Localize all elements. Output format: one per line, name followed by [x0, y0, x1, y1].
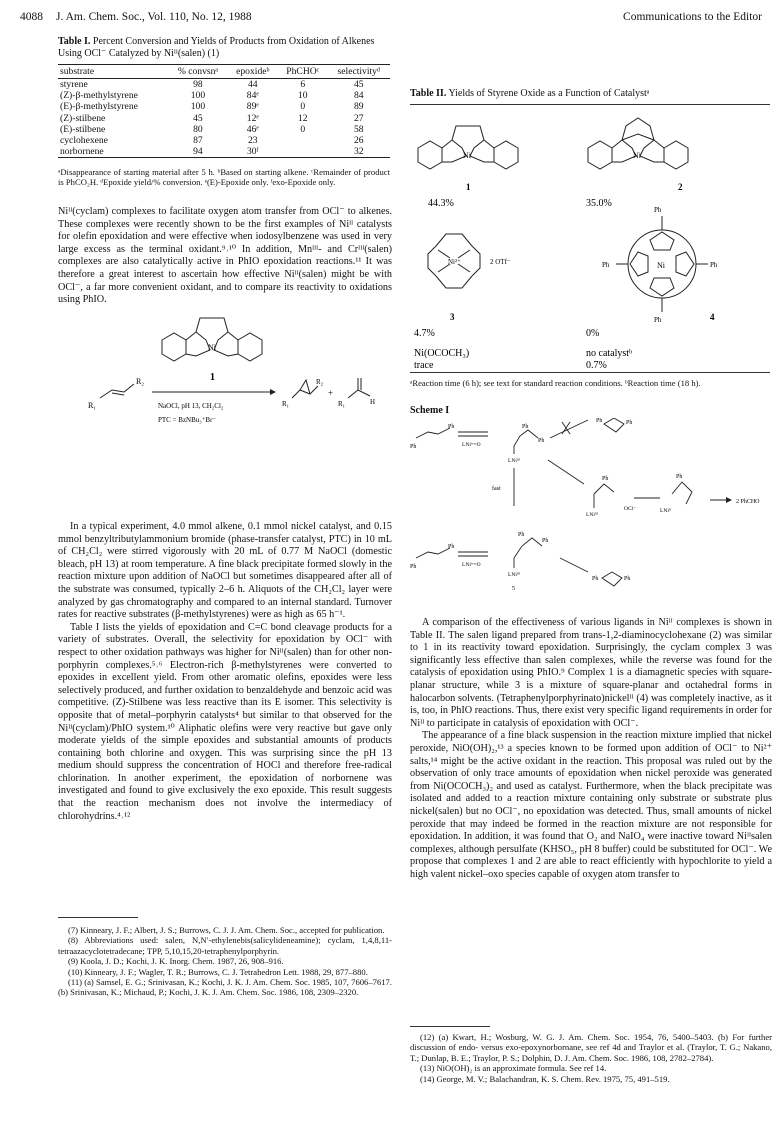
table-row [58, 79, 390, 91]
table-cell: 0 [300, 101, 306, 113]
table1-col-header: selectivityᵈ [328, 65, 391, 79]
table-cell [278, 146, 328, 158]
page-number: 4088 [20, 11, 43, 23]
table2-caption [410, 88, 770, 100]
catalyst-4-ph-top: Ph [654, 206, 662, 214]
table-cell: (E)-stilbene [60, 123, 106, 135]
table-cell: 44 [248, 79, 258, 90]
table1-label: Table I. [58, 36, 91, 47]
catalyst-4-ni: Ni [657, 261, 665, 270]
catalyst-1-structure [418, 126, 518, 169]
scheme-lni3-3: LNiᴵᴵᴵ [508, 572, 521, 578]
scheme-title: Scheme I [410, 405, 450, 416]
table1-col-header: PhCHOᶜ [278, 65, 328, 79]
aldehyde-h: H [370, 398, 376, 406]
table2-structures [410, 106, 770, 396]
right-text [410, 617, 772, 881]
catalyst-4-ph-left: Ph [602, 261, 610, 269]
scheme-ph-8: Ph [676, 474, 683, 480]
body-paragraph: The appearance of a fine black suspension in the reaction mixture implied that nickel peroxide, NiO(OH)₂,¹³ a species known to be formed upon addition of OCl⁻ to Ni²⁺ salts,¹⁴ might be the active oxidant in the reaction. This proposal was ruled out by the observation of only trace amounts of epoxidation when nickel peroxide was generated from Ni(OCOCH₃)₂ and used as catalyst. Furthermore, when the black precipitate was isolated and added to a reaction mixture containing only substrate or substrate plus nickel(salen) but no OCl⁻, no epoxidation was detected. Thus, small amounts of nickel peroxide that may indeed be formed in the reaction mixture are not responsible for epoxidation. In addition, it was found that O₂ and NaIO₄ were inactive toward Niᴵᴵsalen complexes, although persulfate (KHSO₅, pH 8 buffer) could be substituted for OCl⁻. We propose that complexes 1 and 2 are able to react efficiently with hypochlorite to yield a high valent nickel–oxo species capable of oxygen atom transfer to [410, 730, 772, 880]
table-row [58, 135, 390, 146]
table1-caption-text: Percent Conversion and Yields of Products from Oxidation of Alkenes Using OCl⁻ Catalyzed by Niᴵᴵ(salen) (1) [58, 36, 375, 59]
conditions-1: NaOCl, pH 13, CH₂Cl₂ [158, 402, 224, 410]
catalyst-2-structure [588, 118, 688, 169]
catalyst-3-ni: Ni²⁺ [448, 258, 461, 266]
table-cell: 84ᵉ [246, 90, 259, 102]
body-paragraph: Niᴵᴵ(cyclam) complexes to facilitate oxygen atom transfer from OCl⁻ to alkenes. These complexes were recently shown to be the first examples of Niᴵᴵ catalysts for olefin epoxidation and were effective when iodosylbenzene was used in very large excess as the terminal oxidant.⁹˒¹⁰ In addition, Mnᴵᴵᴵ- and Crᴵᴵᴵ(salen) complexes are also catalytically active in PhIO epoxidation reactions.¹¹ It was therefore a great interest to ascertain how effective Niᴵᴵ(salen) might be with OCl⁻, a far more convenient oxidant, and to compare its reactivity to oxidations using PhIO. [58, 206, 392, 306]
salen-structure [162, 318, 262, 361]
catalyst-3-label: 3 [450, 312, 455, 322]
footnote: (10) Kinneary, J. F.; Wagler, T. R.; Burrows, C. J. Tetrahedron Lett. 1988, 29, 877–880. [68, 966, 368, 977]
table-cell: 26 [353, 135, 364, 147]
table-cell: 80 [193, 123, 203, 135]
table-cell [278, 135, 328, 146]
right-footnotes [410, 1032, 772, 1084]
scheme-1 [410, 418, 770, 598]
scheme-ph-14: Ph [624, 576, 631, 582]
catalyst-4-label: 4 [710, 312, 715, 322]
journal-header: J. Am. Chem. Soc., Vol. 110, No. 12, 1988 [56, 11, 252, 23]
left-footnotes [58, 925, 392, 998]
plus-sign: + [328, 388, 334, 398]
extra-2-yield: 0.7% [586, 360, 607, 371]
catalyst-2-yield: 35.0% [586, 198, 612, 209]
body-paragraph: In a typical experiment, 4.0 mmol alkene, 0.1 mmol nickel catalyst, and 0.15 mmol benzyltributylammonium bromide (phase-transfer catalyst, PTC) in 10 mL of CH₂Cl₂ were stirred vigorously with 20 mL of 0.77 M NaOCl (domestic bleach, pH 13) at room temperature. A fine black precipitate formed slowly in the reaction mixture upon addition of NaOCl but sometimes disappeared after all of the substrate was consumed, typically 2–6 h. Aliquots of the CH₂Cl₂ layer were analyzed by gas chromatography and compared to an internal standard. Turnover rates for reactive substrates (β-methylstyrenes) were as high as 65 h⁻¹. [58, 521, 392, 621]
table-cell: 89ᵉ [246, 101, 259, 113]
table-cell: 45 [353, 79, 364, 90]
table-cell: 32 [328, 146, 391, 158]
table1-col-header: substrate [58, 65, 168, 79]
catalyst-3-otf: 2 OTf⁻ [490, 258, 511, 266]
footnote-rule [58, 917, 138, 918]
scheme-ocl: OCl⁻ [624, 506, 637, 512]
table-cell: 0 [300, 123, 306, 135]
scheme-ph-2: Ph [448, 424, 455, 430]
table-cell: (Z)-stilbene [60, 112, 106, 124]
table-cell: 84 [353, 90, 364, 102]
scheme-ph-13: Ph [592, 576, 599, 582]
scheme-ph-7: Ph [602, 476, 609, 482]
footnote: (9) Koola, J. D.; Kochi, J. K. Inorg. Chem. 1987, 26, 908–916. [68, 956, 284, 967]
table-cell: 12 [297, 112, 308, 124]
table-cell: cyclohexene [60, 135, 108, 147]
table1-col-header: % convsnᵃ [168, 65, 227, 79]
scheme-ph-5: Ph [596, 418, 603, 424]
scheme-fast: fast [492, 486, 501, 492]
extra-2-name: no catalystᵇ [586, 348, 633, 359]
aldehyde-structure [348, 378, 370, 398]
table-cell: 89 [353, 101, 364, 113]
table2-label: Table II. [410, 88, 447, 99]
scheme-ph-10: Ph [448, 544, 455, 550]
table-row [58, 113, 390, 124]
left-para-2 [58, 521, 392, 823]
footnote: (13) NiO(OH)₂ is an approximate formula. See ref 14. [420, 1063, 607, 1074]
table-cell: 100 [190, 101, 206, 113]
epoxide-r1: R₁ [282, 400, 290, 408]
catalyst-4-yield: 0% [586, 328, 600, 339]
table-row [58, 90, 390, 101]
catalyst-1-yield: 44.3% [428, 198, 454, 209]
extra-1-yield: trace [414, 360, 434, 371]
footnote: (14) George, M. V.; Balachandran, K. S. Chem. Rev. 1975, 75, 491–519. [420, 1073, 670, 1084]
table-cell: 10 [297, 90, 308, 102]
table-cell: 87 [193, 135, 203, 147]
table-cell: 46ᵉ [246, 123, 259, 135]
aldehyde-r1: R₁ [338, 400, 346, 408]
alkene-structure [100, 384, 134, 398]
table-cell: 98 [193, 79, 203, 90]
scheme-ph-11: Ph [518, 532, 525, 538]
table1-footnotes: ᵃDisappearance of starting material after 5 h. ᵇBased on starting alkene. ᶜRemainder of product is PhCO₂H. ᵈEpoxide yield/% conversion. ᵉ(E)-Epoxide only. ᶠexo-Epoxide only. [58, 167, 390, 188]
table-row [58, 124, 390, 135]
table-cell: 94 [168, 146, 227, 158]
section-header: Communications to the Editor [623, 11, 762, 23]
table-cell: 58 [353, 123, 364, 135]
scheme-lnii: LNiᴵᴵ [660, 508, 672, 514]
compound-1-label: 1 [210, 372, 215, 383]
table2-top-rule [410, 104, 770, 105]
r1-label: R₁ [88, 401, 97, 410]
epoxide-r2: R₂ [316, 378, 324, 386]
table-cell: 45 [193, 112, 203, 124]
scheme-lni-o-2: LNiᴵᵛ=O [462, 562, 481, 568]
footnote: (7) Kinneary, J. F.; Albert, J. S.; Burrows, C. J. J. Am. Chem. Soc., accepted for publication. [68, 925, 385, 935]
r2-label: R₂ [136, 377, 145, 386]
table-cell: (Z)-β-methylstyrene [60, 90, 138, 102]
scheme-ph-9: Ph [410, 564, 417, 570]
table-cell: styrene [60, 79, 88, 90]
catalyst-2-ni: Ni [633, 151, 641, 160]
catalyst-1-label: 1 [466, 182, 471, 192]
scheme-ph-3: Ph [522, 424, 529, 430]
left-para-1 [58, 206, 392, 307]
table2-bottom-rule [410, 372, 770, 373]
ni-atom: Ni [208, 343, 216, 352]
scheme-label-5: 5 [512, 586, 515, 592]
scheme-lni3-1: LNiᴵᴵᴵ [508, 458, 521, 464]
table-cell: 27 [353, 112, 364, 124]
epoxide-structure [292, 380, 318, 398]
table-row [58, 101, 390, 112]
scheme-ph-1: Ph [410, 444, 417, 450]
footnote-rule-right [410, 1026, 490, 1027]
extra-1-name: Ni(OCOCH₃) [414, 348, 470, 359]
body-paragraph: A comparison of the effectiveness of various ligands in Niᴵᴵ complexes is shown in Table II. The salen ligand prepared from trans-1,2-diaminocyclohexane (2) was similar to 1 in its reactivity toward epoxidation. Surprisingly, the cyclam complex 3 was significantly less effective than salen complexes, while the reverse was found for the catalysis of epoxidation using PhIO.⁹ Complex 1 is a diamagnetic species with square-planar structure, while 3 is a mixture of square-planar and octahedral forms in halocarbon solvents. (Tetraphenylporphyrinato)nickelᴵᴵ (4) was completely inactive, as it is, too, in PhIO reactions. Thus, there exist very specific ligand requirements in order for Niᴵᴵ to participate in catalysis of epoxidation with OCl⁻. [410, 617, 772, 729]
footnote: (11) (a) Samsel, E. G.; Srinivasan, K.; Kochi, J. K. J. Am. Chem. Soc. 1985, 107, 7606–7617. (b) Srinivasan, K.; Michaud, P.; Kochi, J. K. J. Am. Chem. Soc. 1986, 108, 2309–2320. [58, 977, 392, 998]
table-cell: 100 [190, 90, 206, 102]
table1-col-header: epoxideᵇ [228, 65, 278, 79]
scheme-ph-6: Ph [626, 420, 633, 426]
catalyst-2-label: 2 [678, 182, 683, 192]
reaction-scheme-salen [60, 298, 390, 426]
catalyst-1-ni: Ni [463, 151, 471, 160]
footnote: (8) Abbreviations used: salen, N,N′-ethylenebis(salicylideneamine); cyclam, 1,4,8,11-tetraazacyclotetradecane; TPP, 5,10,15,20-tetraphenylporphyrin. [58, 935, 392, 956]
table-cell: 30ᶠ [228, 146, 278, 158]
conditions-2: PTC = BzNBu₃⁺Br⁻ [158, 416, 217, 424]
scheme-ph-12: Ph [542, 538, 549, 544]
table-cell: norbornene [58, 146, 168, 158]
catalyst-4-ph-bottom: Ph [654, 316, 662, 324]
table2-footnotes: ᵃReaction time (6 h); see text for standard reaction conditions. ᵇReaction time (18 h). [410, 378, 701, 388]
catalyst-4-ph-right: Ph [710, 261, 718, 269]
table-cell: 12ᵉ [246, 112, 259, 124]
scheme-lni3-2: LNiᴵᴵᴵ [586, 512, 599, 518]
table1-caption [58, 36, 390, 60]
table1 [58, 64, 390, 158]
footnote: (12) (a) Kwart, H.; Wosburg, W. G. J. Am. Chem. Soc. 1954, 76, 5400–5403. (b) For further discussion of endo- versus exo-epoxynorbornane, see ref 4d and Traylor et al. (Traylor, T. G.; Nakano, T.; Dunlap, B. E.; Traylor, P. S.; Dolphin, D. J. Am. Chem. Soc. 1986, 108, 2782–2784). [410, 1032, 772, 1063]
scheme-product: 2 PhCHO [736, 499, 760, 505]
table-cell: 6 [300, 79, 306, 90]
table2-caption-text: Yields of Styrene Oxide as a Function of Catalystᵃ [448, 88, 650, 99]
scheme-ph-4: Ph [538, 438, 545, 444]
table-cell: (E)-β-methylstyrene [60, 101, 138, 113]
table-row [58, 146, 390, 158]
scheme-lni-o-1: LNiᴵᵛ=O [462, 442, 481, 448]
catalyst-3-yield: 4.7% [414, 328, 435, 339]
body-paragraph: Table I lists the yields of epoxidation and C=C bond cleavage products for a variety of substrates. Overall, the selectivity for epoxidation by OCl⁻ with respect to other oxidation pathways was higher for Niᴵᴵ(salen) than for other non-porphyrin complexes.⁵˒⁶ Electron-rich β-methylstyrenes were converted to epoxides in excellent yield. From other aromatic olefins, epoxides were less selectively produced, and further oxidation to benzaldehyde and benzoic acid was competitive. (Z)-Stilbene was less reactive than its E isomer. This selectivity is opposite that of metal–porphyrin catalysts⁴ but similar to that observed for the Niᴵᴵ(cyclam)/PhIO system.¹⁰ Aliphatic olefins were very reactive but gave only moderate yields of the simple epoxides and substantial amounts of products containing both chlorine and oxygen. This was surprising since the pH 13 medium should suppress the concentration of HOCl and therefore free-radical chlorination. In another experiment, the epoxidation of norbornene was investigated and found to give exclusively the exo epoxide. This result suggests that the reaction mechanism does not involve the intermediacy of chlorohydrins.⁴˒¹² [58, 621, 392, 822]
table-cell: 23 [248, 135, 258, 147]
